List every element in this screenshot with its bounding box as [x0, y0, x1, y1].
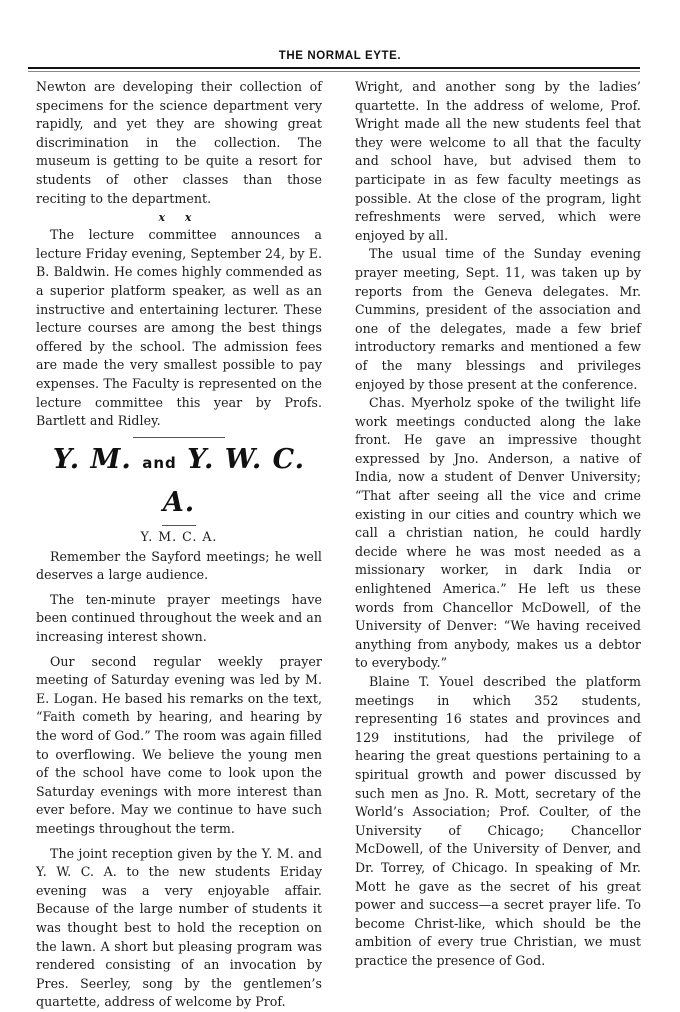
paragraph-lecture-committee: The lecture committee announces a lecture Friday evening, September 24, by E. B. Baldwin. He comes highly commended as a superior platform speaker, as well as an instructive and entertaining lecturer. These lecture courses are among the best things offered by the school. The admission fees are made the very smallest possible to pay expenses. The Faculty is represented on the lecture committee this year by Profs. Bartlett and Ridley. [36, 227, 322, 429]
heading-part-ywca: Y. W. C. A. [162, 443, 306, 518]
paragraph-museum-collection: Newton are developing their collection of specimens for the science department very rapidly, and yet they are showing great discrimination in the collection. The museum is getting to be quite a resort for students of other classes than those reciting to the department. [36, 79, 322, 206]
paragraph-saturday-prayer-meeting: Our second regular weekly prayer meeting of Saturday evening was led by M. E. Logan. He based his remarks on the text, “Faith cometh by hearing, and hearing by the word of God.” The room was again filled to overflowing. We believe the young men of the school have come to look upon the Saturday evenings with more interest than ever before. May we continue to have such meetings throughout the term. [36, 653, 322, 836]
paragraph-reception-continued: Wright, and another song by the ladies’ quartette. In the address of welome, Prof. Wright made all the new students feel that they were welcome to all that the faculty and school have, but advised them to participate in as few faculty meetings as possible. At the close of the program, light refreshments were served, which were enjoyed by all. [355, 79, 641, 243]
paragraph-myerholz-twilight-meetings: Chas. Myerholz spoke of the twilight life work meetings conducted along the lake front. He gave an impressive thought expressed by Jno. Anderson, a native of India, now a student of Denver University; “That after seeing all the vice and crime existing in our cities and country which we call a christian nation, he could hardly decide where he was most needed as a missionary worker, in dark India or enlightened America.” He left us these words from Chancellor McDowell, of the University of Denver: “We having received anything from anybody, makes us a debtor to everybody.” [355, 395, 641, 671]
paragraph-ten-minute-meetings: The ten-minute prayer meetings have been continued throughout the week and an increasing interest shown. [36, 591, 322, 645]
paragraph-joint-reception: The joint reception given by the Y. M. and Y. W. C. A. to the new students Eriday evening was a very enjoyable affair. Because of the large number of students it was thought best to hold the reception on the lawn. A short but pleasing program was rendered consisting of an invocation by Pres. Seerley, song by the gentlemen’s quartette, address of welcome by Prof. [36, 845, 322, 1010]
header-rule-thick [28, 67, 640, 69]
heading-conjunction: and [142, 453, 177, 472]
section-separator-mark: x x [158, 211, 200, 225]
heading-rule-top [133, 437, 225, 438]
running-head-title: THE NORMAL EYTE. [278, 50, 402, 62]
right-column [355, 78, 641, 971]
paragraph-youel-platform-meetings: Blaine T. Youel described the platform meetings in which 352 students, representing 16 states and provinces and 129 institutions, had the privilege of hearing the great questions pertaining to a spiritual growth and power discussed by such men as Jno. R. Mott, secretary of the World’s Association; Prof. Coulter, of the University of Chicago; Chancellor McDowell, of the University of Denver, and Dr. Torrey, of Chicago. In speaking of Mr. Mott he gave as the secret of his great power and success—a secret prayer life. To become Christ-like, which should be the ambition of every true Christian, we must practice the presence of God. [355, 674, 641, 968]
heading-part-ym: Y. M. [52, 443, 132, 475]
paragraph-sunday-prayer-meeting: The usual time of the Sunday evening prayer meeting, Sept. 11, was taken up by reports from the Geneva delegates. Mr. Cummins, president of the association and one of the delegates, made a few brief introductory remarks and mentioned a few of the many blessings and privileges enjoyed by those present at the conference. [355, 246, 641, 392]
subheading-ymca: Y. M. C. A. [140, 528, 218, 544]
left-column [36, 78, 322, 1012]
header-rule-thin [28, 71, 640, 72]
section-heading-ymca-ywca [36, 440, 322, 523]
paragraph-sayford-meetings: Remember the Sayford meetings; he well deserves a large audience. [36, 548, 322, 583]
